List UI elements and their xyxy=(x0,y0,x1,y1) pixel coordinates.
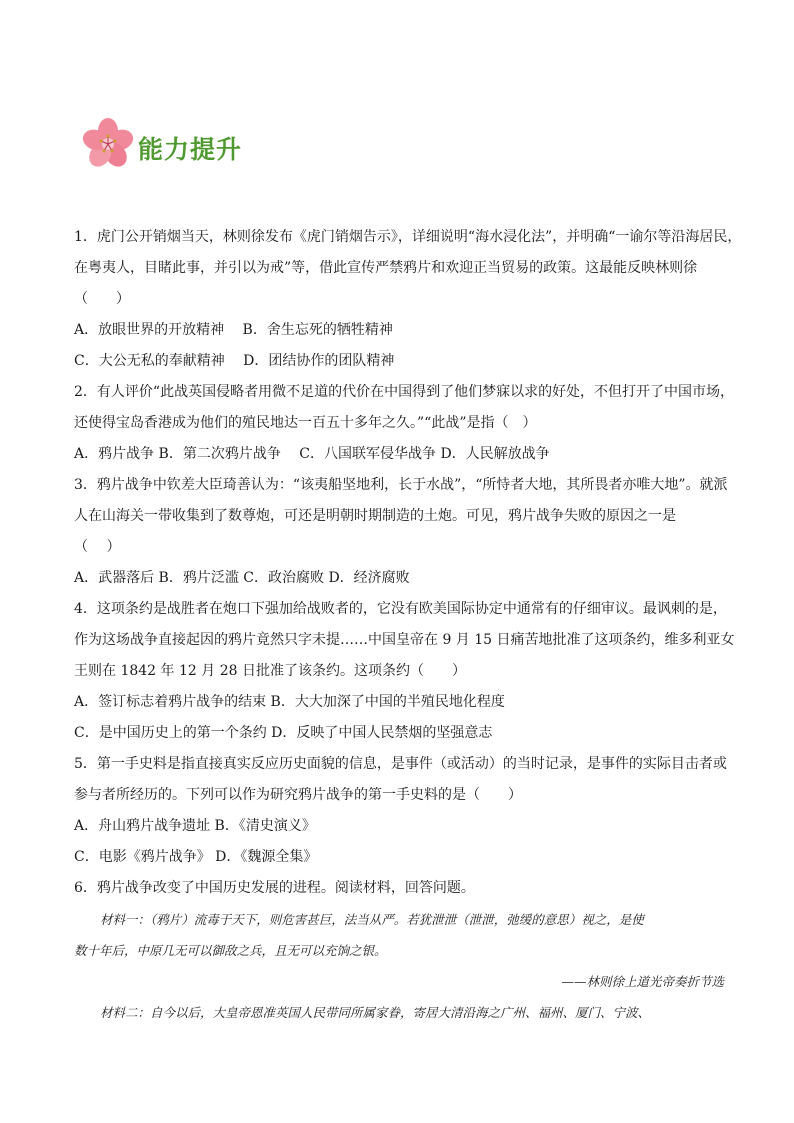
question-text-line: 在粤夷人，目睹此事，并引以为戒”等，借此宣传严禁鸦片和欢迎正当贸易的政策。这最能反映林则徐 xyxy=(74,260,698,276)
question-1 xyxy=(74,222,742,377)
question-text-line: 4．这项条约是战胜者在炮口下强加给战败者的，它没有欧美国际协定中通常有的仔细审议。最讽刺的是， xyxy=(74,601,727,617)
question-text-line: 2．有人评价“此战英国侵略者用微不足道的代价在中国得到了他们梦寐以求的好处，不但打开了中国市场， xyxy=(74,384,735,400)
question-text-line: 1．虎门公开销烟当天，林则徐发布《虎门销烟告示》，详细说明“海水浸化法”，并明确“一谕尔等沿海居民， xyxy=(74,229,742,245)
option-line: A．签订标志着鸦片战争的结束 B．大大加深了中国的半殖民地化程度 xyxy=(74,694,505,710)
material-source: ——林则徐上道光帝奏折节选 xyxy=(561,974,724,989)
question-text-line: 作为这场战争直接起因的鸦片竟然只字未提……中国皇帝在 9 月 15 日痛苦地批准了这项条约，维多利亚女 xyxy=(74,632,735,648)
question-6 xyxy=(74,873,724,904)
option-line: A．舟山鸦片战争遗址 B．《清史演义》 xyxy=(74,818,316,834)
question-text-line: 参与者所经历的。下列可以作为研究鸦片战争的第一手史料的是（ ） xyxy=(74,787,522,803)
question-text-line: 还使得宝岛香港成为他们的殖民地达一百五十多年之久。”“此战”是指（ ） xyxy=(74,415,537,431)
option-line: A．鸦片战争 B．第二次鸦片战争 C．八国联军侵华战争 D．人民解放战争 xyxy=(74,446,550,462)
question-2 xyxy=(74,377,735,470)
question-text-line: 王则在 1842 年 12 月 28 日批准了该条约。这项条约（ ） xyxy=(74,663,466,679)
answer-bracket: （ ） xyxy=(74,539,121,555)
option-line: A．放眼世界的开放精神 B．舍生忘死的牺牲精神 xyxy=(74,322,393,338)
section-title: 能力提升 xyxy=(138,135,243,164)
question-3 xyxy=(74,470,728,594)
material-text-line: 材料一：（鸦片）流毒于天下，则危害甚巨，法当从严。若犹泄泄（泄泄，弛缓的意思）视之，是使 xyxy=(100,912,644,927)
question-text-line: 人在山海关一带收集到了数尊炮，可还是明朝时期制造的土炮。可见，鸦片战争失败的原因之一是 xyxy=(74,508,676,524)
question-4 xyxy=(74,594,735,749)
question-text-line: 5．第一手史料是指直接真实反应历史面貌的信息，是事件（或活动）的当时记录，是事件的实际目击者或 xyxy=(74,756,727,772)
option-line: A．武器落后 B．鸦片泛滥 C．政治腐败 D．经济腐败 xyxy=(74,570,410,586)
question-text-line: 3．鸦片战争中钦差大臣琦善认为：“该夷船坚地利，长于水战”，“所恃者大地，其所畏者亦唯大地”。就派 xyxy=(74,477,728,493)
question-5 xyxy=(74,749,727,873)
question-text-line: 6．鸦片战争改变了中国历史发展的进程。阅读材料，回答问题。 xyxy=(74,880,475,896)
flower-icon xyxy=(80,117,136,173)
question-list xyxy=(74,222,742,1028)
option-line: C．电影《鸦片战争》 D．《魏源全集》 xyxy=(74,849,318,865)
option-line: C．是中国历史上的第一个条约 D．反映了中国人民禁烟的坚强意志 xyxy=(74,725,493,741)
answer-bracket: （ ） xyxy=(74,291,130,307)
material-text-line: 材料二：自今以后，大皇帝恩准英国人民带同所属家眷，寄居大清沿海之广州、福州、厦门、宁波、 xyxy=(100,1005,651,1020)
material-2 xyxy=(74,997,724,1028)
material-text-line: 数十年后，中原几无可以御敌之兵，且无可以充饷之银。 xyxy=(74,943,387,958)
material-1 xyxy=(74,904,724,997)
section-header xyxy=(80,120,242,170)
option-line: C．大公无私的奉献精神 D．团结协作的团队精神 xyxy=(74,353,395,369)
